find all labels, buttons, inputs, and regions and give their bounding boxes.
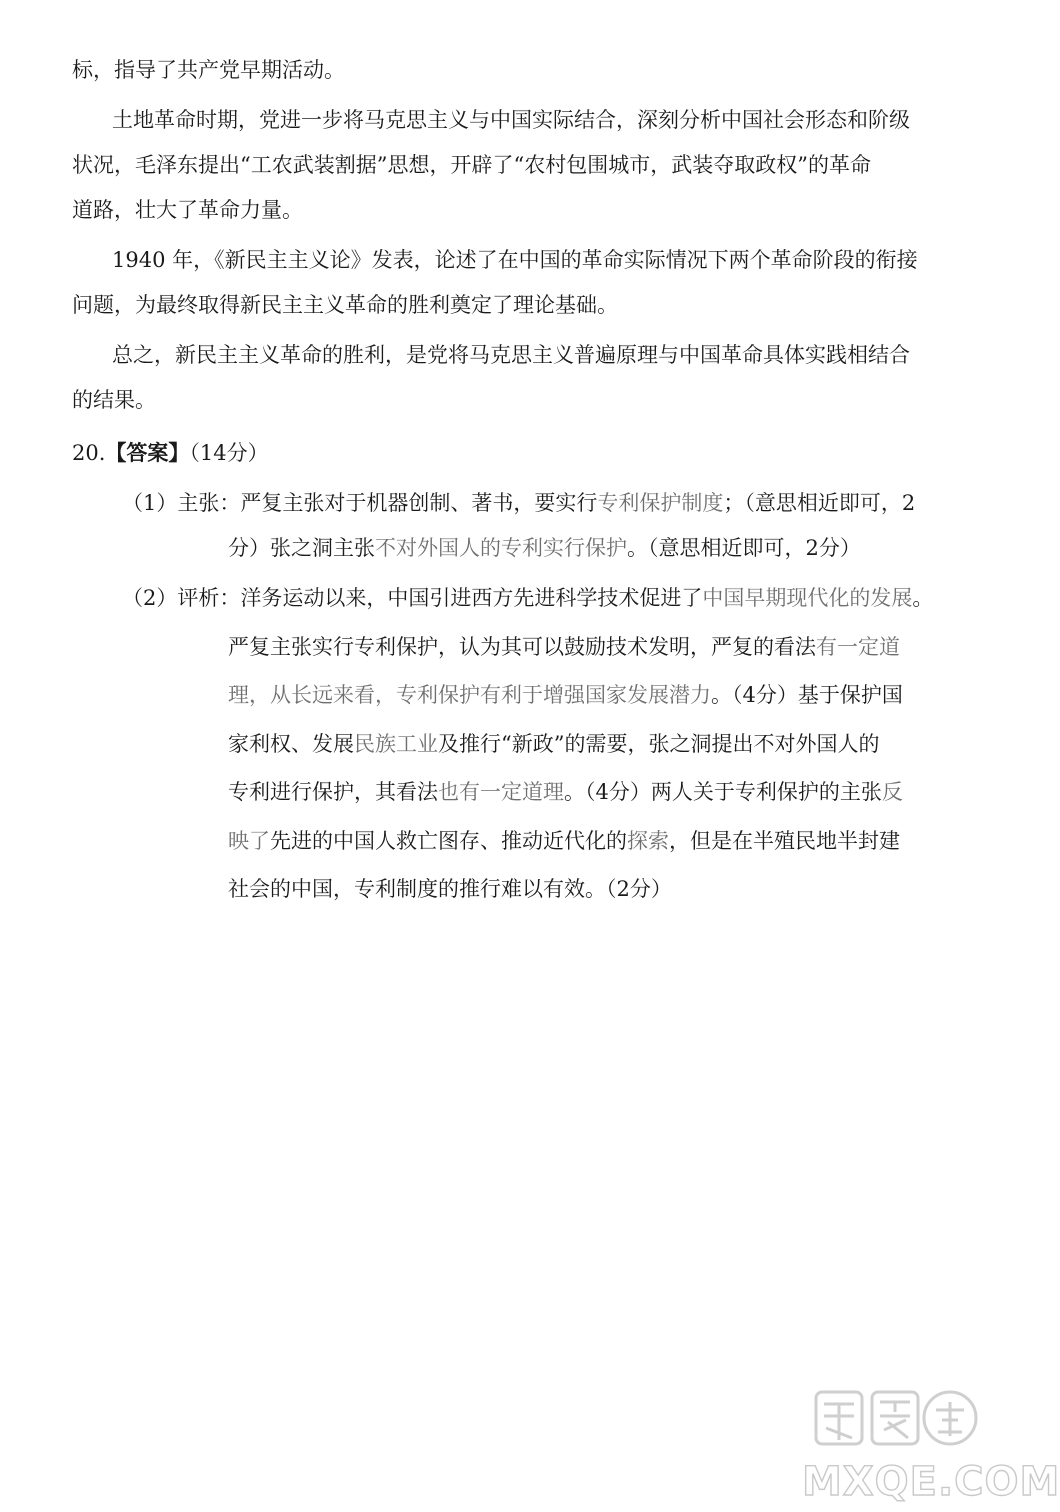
paragraph-line: 状况，毛泽东提出“工农武装割据”思想，开辟了“农村包围城市，武装夺取政权”的革命 bbox=[72, 153, 871, 177]
watermark-graphic bbox=[796, 1386, 986, 1452]
text-span: 民族工业 bbox=[354, 732, 438, 756]
score: （14分） bbox=[189, 441, 269, 465]
text-span: 先进的中国人救亡图存、推动近代化的 bbox=[270, 829, 627, 853]
text-span: 反 bbox=[881, 780, 903, 804]
paragraph-line: 标，指导了共产党早期活动。 bbox=[72, 58, 345, 82]
text-span: 有一定道 bbox=[816, 635, 900, 659]
text-span: 洋务运动以来，中国引进西方先进科学技术促进了 bbox=[240, 586, 703, 610]
answer-part-1-line bbox=[228, 533, 861, 563]
part-prefix: （2）评析： bbox=[122, 586, 241, 610]
answer-label: 【答案】 bbox=[105, 440, 190, 465]
text-span: 及推行“新政”的需要，张之洞提出不对外国人的 bbox=[438, 732, 880, 756]
answer-part-2-line bbox=[228, 729, 879, 759]
answer-part-1-line bbox=[122, 488, 915, 518]
text-span: 严复主张实行专利保护，认为其可以鼓励技术发明，严复的看法 bbox=[228, 635, 816, 659]
paragraph-line: 的结果。 bbox=[72, 388, 156, 412]
text-span: 理，从长远来看，专利保护有利于增强国家发展潜力 bbox=[228, 683, 711, 707]
text-span: 中国早期现代化的发展 bbox=[702, 586, 913, 610]
text-span: 专利进行保护，其看法 bbox=[228, 780, 438, 804]
text-span: 。（4分）基于保护国 bbox=[711, 683, 903, 707]
text-span: ，但是在半殖民地半封建 bbox=[669, 829, 900, 853]
answer-part-2-line bbox=[228, 826, 900, 856]
text-span: ；（意思相近即可，2 bbox=[723, 491, 916, 515]
paragraph-line: 问题，为最终取得新民主主义革命的胜利奠定了理论基础。 bbox=[72, 293, 618, 317]
answer-part-2-line bbox=[122, 583, 933, 613]
answer-part-2-line bbox=[228, 632, 900, 662]
text-span: 专利保护制度 bbox=[597, 491, 724, 515]
text-span: 映了 bbox=[228, 829, 270, 853]
answer-part-2-line bbox=[228, 777, 903, 807]
part-prefix: （1）主张： bbox=[122, 491, 241, 515]
paragraph-line: 1940 年，《新民主主义论》发表，论述了在中国的革命实际情况下两个革命阶段的衔接 bbox=[112, 248, 918, 272]
watermark-logo bbox=[796, 1386, 1060, 1506]
text-span: 家利权、发展 bbox=[228, 732, 354, 756]
question-number: 20. bbox=[72, 441, 106, 465]
text-span: 。（意思相近即可，2分） bbox=[627, 536, 861, 560]
text-span: 不对外国人的专利实行保护 bbox=[375, 536, 627, 560]
text-span: 。（4分）两人关于专利保护的主张 bbox=[564, 780, 882, 804]
paragraph-line: 土地革命时期，党进一步将马克思主义与中国实际结合，深刻分析中国社会形态和阶级 bbox=[112, 108, 910, 132]
text-span: 严复主张对于机器创制、著书，要实行 bbox=[240, 491, 598, 515]
paragraph-line: 道路，壮大了革命力量。 bbox=[72, 198, 303, 222]
text-span: 分）张之洞主张 bbox=[228, 536, 375, 560]
text-span: 探索 bbox=[627, 829, 669, 853]
answer-part-2-line bbox=[228, 680, 903, 710]
question-heading bbox=[72, 438, 269, 468]
text-span: 也有一定道理 bbox=[438, 780, 564, 804]
watermark-domain: MXQE.COM bbox=[802, 1459, 1060, 1505]
answer-part-2-line: 社会的中国，专利制度的推行难以有效。（2分） bbox=[228, 877, 672, 901]
paragraph-line: 总之，新民主主义革命的胜利，是党将马克思主义普遍原理与中国革命具体实践相结合 bbox=[112, 343, 910, 367]
text-span: 。 bbox=[912, 586, 934, 610]
